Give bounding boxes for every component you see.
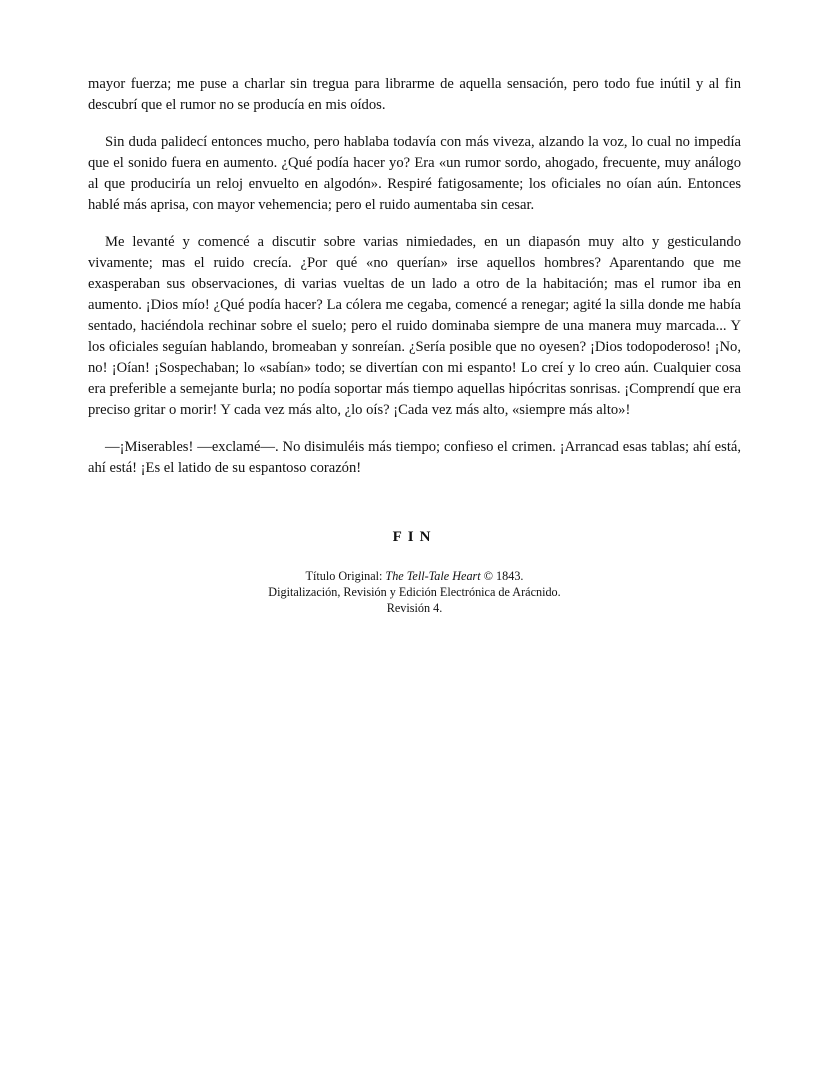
title-prefix: Título Original: [305, 569, 386, 583]
original-title: The Tell-Tale Heart [385, 569, 481, 583]
colophon [88, 568, 741, 616]
original-title-line [88, 568, 741, 584]
title-suffix: © 1843. [480, 569, 524, 583]
revision-note: Revisión 4. [386, 601, 443, 615]
paragraph-4: —¡Miserables! —exclamé—. No disimuléis más tiempo; confieso el crimen. ¡Arrancad esas tablas; ahí está, ahí está! ¡Es el latido de su espantoso corazón! [88, 439, 741, 476]
document-page [88, 74, 741, 616]
paragraph-3: Me levanté y comencé a discutir sobre varias nimiedades, en un diapasón muy alto y gesticulando vivamente; mas el ruido crecía. ¿Por qué «no querían» irse aquellos hombres? Aparentando que me exasperaban sus observaciones, di varias vueltas de un lado a otro de la habitación; mas el rumor iba en aumento. ¡Dios mío! ¿Qué podía hacer? La cólera me cegaba, comencé a renegar; agité la silla donde me había sentado, haciéndola rechinar sobre el suelo; pero el ruido dominaba siempre de una manera muy marcada... Y los oficiales seguían hablando, bromeaban y sonreían. ¿Sería posible que no oyesen? ¡Dios todopoderoso! ¡No, no! ¡Oían! ¡Sospechaban; lo «sabían» todo; se divertían con mi espanto! Lo creí y lo creo aún. Cualquier cosa era preferible a semejante burla; no podía soportar más tiempo aquellas hipócritas sonrisas. ¡Comprendí que era preciso gritar o morir! Y cada vez más alto, ¿lo oís? ¡Cada vez más alto, «siempre más alto»! [88, 234, 741, 418]
paragraph-1: mayor fuerza; me puse a charlar sin tregua para librarme de aquella sensación, pero todo fue inútil y al fin descubrí que el rumor no se producía en mis oídos. [88, 76, 741, 113]
end-heading: FIN [392, 529, 437, 545]
paragraph-2: Sin duda palidecí entonces mucho, pero hablaba todavía con más viveza, alzando la voz, lo cual no impedía que el sonido fuera en aumento. ¿Qué podía hacer yo? Era «un rumor sordo, ahogado, frecuente, muy análogo al que produciría un reloj envuelto en algodón». Respiré fatigosamente; los oficiales no oían aún. Entonces hablé más aprisa, con mayor vehemencia; pero el ruido aumentaba sin cesar. [88, 134, 741, 213]
digitization-credit: Digitalización, Revisión y Edición Electrónica de Arácnido. [268, 585, 561, 599]
